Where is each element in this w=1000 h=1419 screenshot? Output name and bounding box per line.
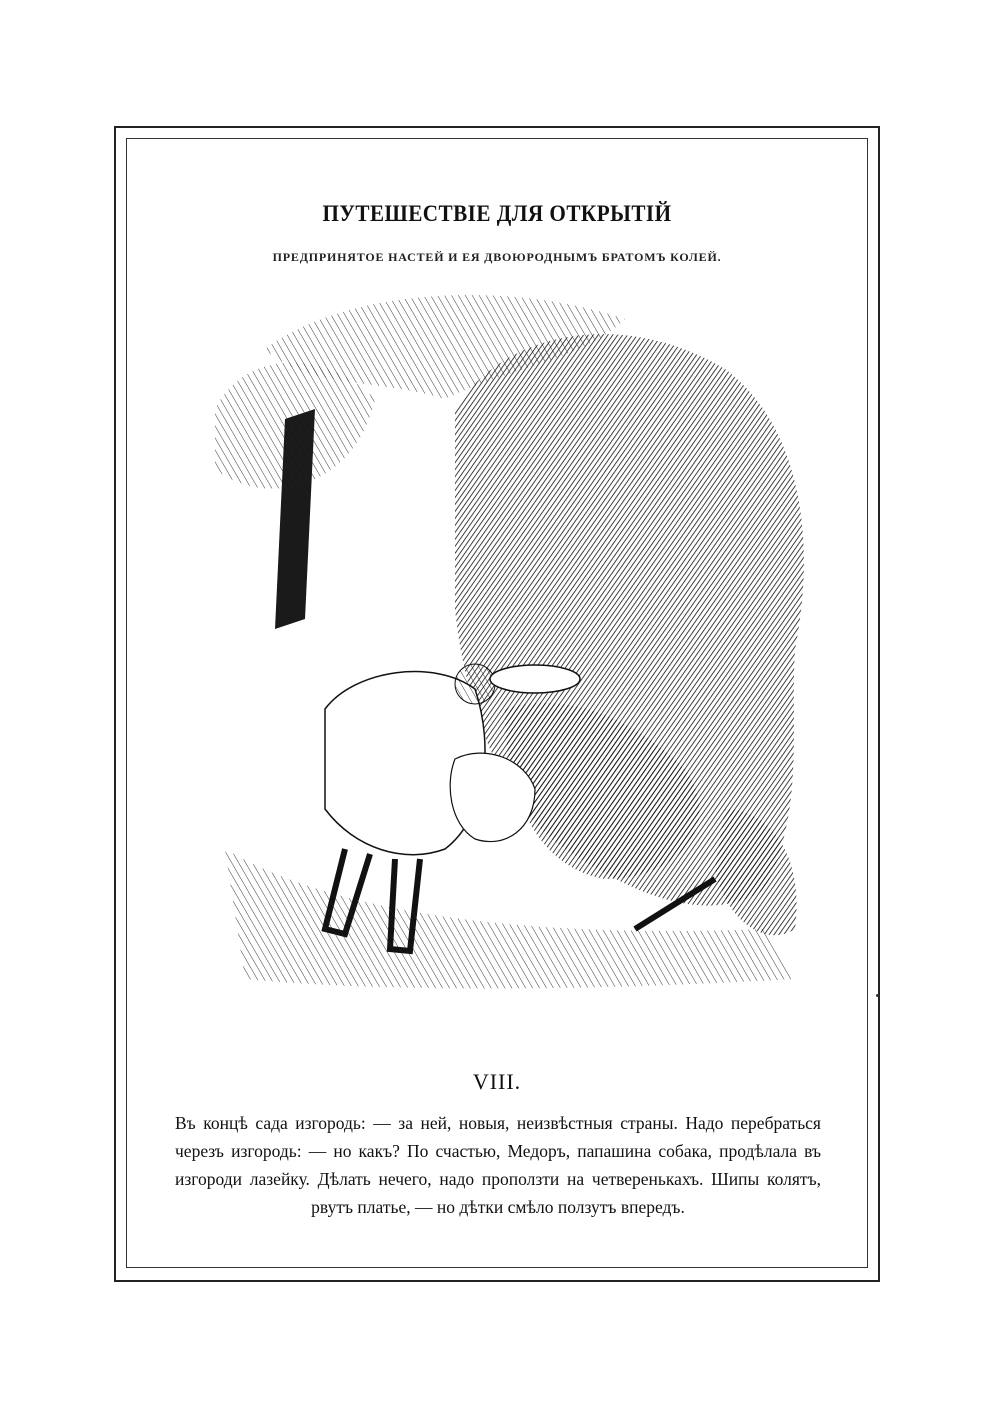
- page-subtitle: ПРЕДПРИНЯТОЕ НАСТЕЙ И ЕЯ ДВОЮРОДНЫМЪ БРАТОМЪ КОЛЕЙ.: [272, 250, 722, 264]
- page-inner-frame: [126, 138, 868, 1268]
- chapter-numeral: VIII.: [472, 1069, 522, 1094]
- page-outer-frame: [114, 126, 880, 1282]
- girl-head: [455, 664, 495, 704]
- page-title: ПУТЕШЕСТВІЕ ДЛЯ ОТКРЫТІЙ: [322, 201, 672, 226]
- print-speck: [876, 994, 879, 997]
- engraving-illustration: [205, 289, 809, 1009]
- boy-hat: [490, 665, 580, 693]
- story-paragraph: Въ концѣ сада изгородь: — за ней, новыя, неизвѣстныя страны. Надо перебраться черезъ изгородь: — но какъ? По счастью, Медоръ, папашина собака, продѣлала въ изгороди лазейку. Дѣлать нечего, надо проползти на четверенькахъ. Шипы колятъ, рвутъ платье, — но дѣтки смѣло ползутъ впередъ.: [175, 1113, 821, 1217]
- foliage-left: [215, 363, 375, 489]
